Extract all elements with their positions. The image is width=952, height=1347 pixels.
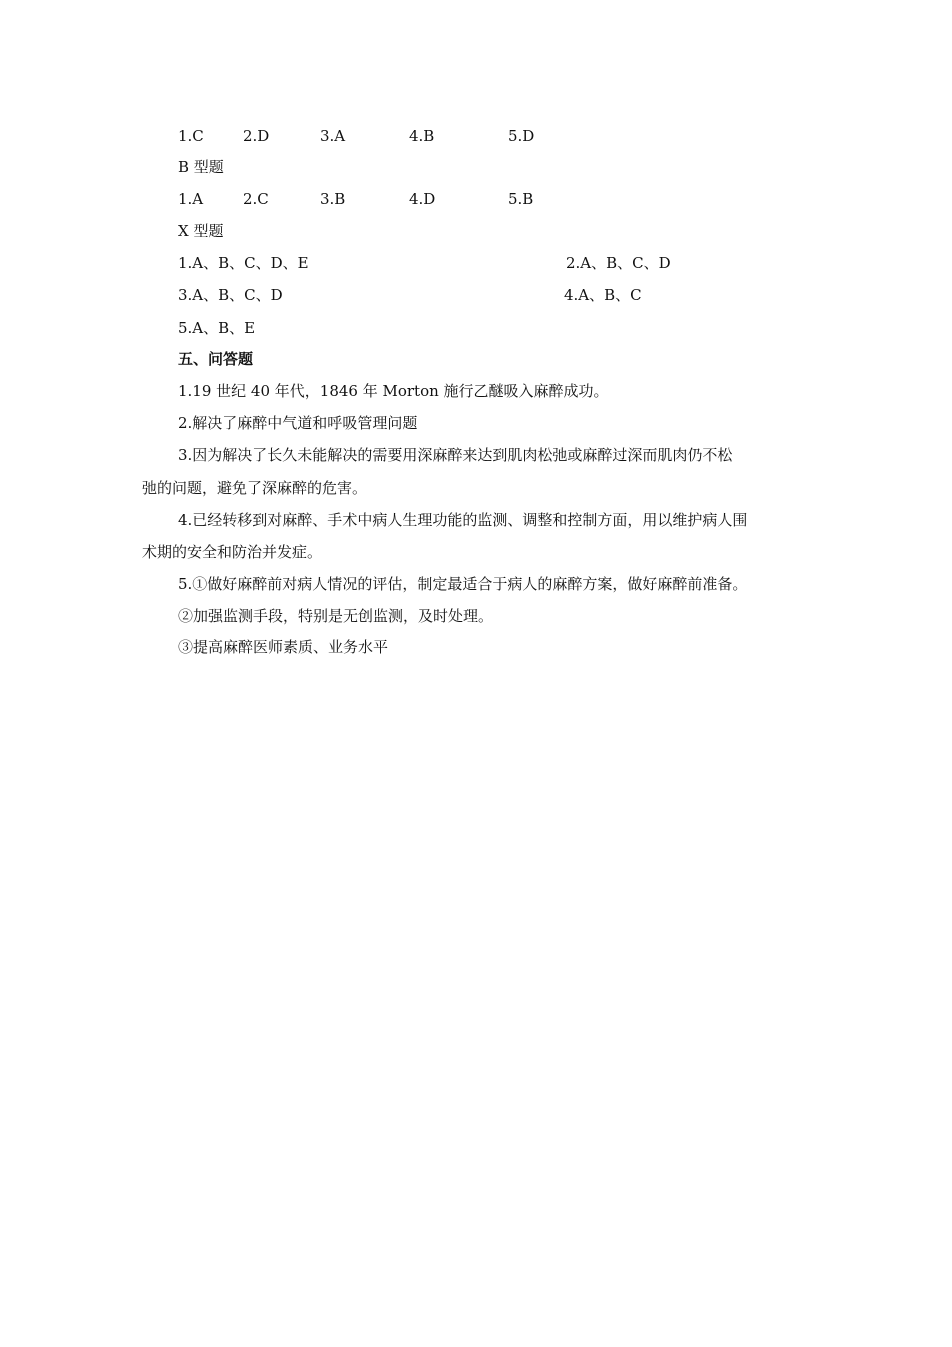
answer-item: 1.C xyxy=(178,127,204,145)
qa-heading: 五、问答题 xyxy=(178,350,254,368)
answer-item: 1.A、B、C、D、E xyxy=(178,254,309,272)
qa-answer-4: 4.已经转移到对麻醉、手术中病人生理功能的监测、调整和控制方面，用以维护病人围 xyxy=(178,511,748,529)
answer-item: 5.D xyxy=(508,127,535,145)
qa-answer-5: 5.①做好麻醉前对病人情况的评估，制定最适合于病人的麻醉方案，做好麻醉前准备。 xyxy=(178,575,748,593)
answer-item: 3.A xyxy=(320,127,346,145)
answer-item: 4.A、B、C xyxy=(564,286,642,304)
qa-answer-1: 1.19 世纪 40 年代，1846 年 Morton 施行乙醚吸入麻醉成功。 xyxy=(178,382,609,400)
answer-item: 4.D xyxy=(409,190,436,208)
answer-item: 3.A、B、C、D xyxy=(178,286,283,304)
qa-answer-4-cont: 术期的安全和防治并发症。 xyxy=(142,543,323,561)
answer-item: 2.D xyxy=(243,127,270,145)
qa-answer-3-cont: 弛的问题，避免了深麻醉的危害。 xyxy=(142,479,368,497)
b-type-heading: B 型题 xyxy=(178,158,224,176)
answer-item: 2.C xyxy=(243,190,269,208)
answer-item: 1.A xyxy=(178,190,204,208)
answer-item: 3.B xyxy=(320,190,346,208)
qa-answer-3: 3.因为解决了长久未能解决的需要用深麻醉来达到肌肉松弛或麻醉过深而肌肉仍不松 xyxy=(178,446,733,464)
answer-item: 2.A、B、C、D xyxy=(566,254,671,272)
answer-item: 5.B xyxy=(508,190,534,208)
answer-item: 5.A、B、E xyxy=(178,319,256,337)
qa-answer-2: 2.解决了麻醉中气道和呼吸管理问题 xyxy=(178,414,418,432)
qa-answer-5-item-3: ③提高麻醉医师素质、业务水平 xyxy=(178,638,389,656)
answer-item: 4.B xyxy=(409,127,435,145)
qa-answer-5-item-2: ②加强监测手段，特别是无创监测，及时处理。 xyxy=(178,607,494,625)
x-type-heading: X 型题 xyxy=(178,222,224,240)
